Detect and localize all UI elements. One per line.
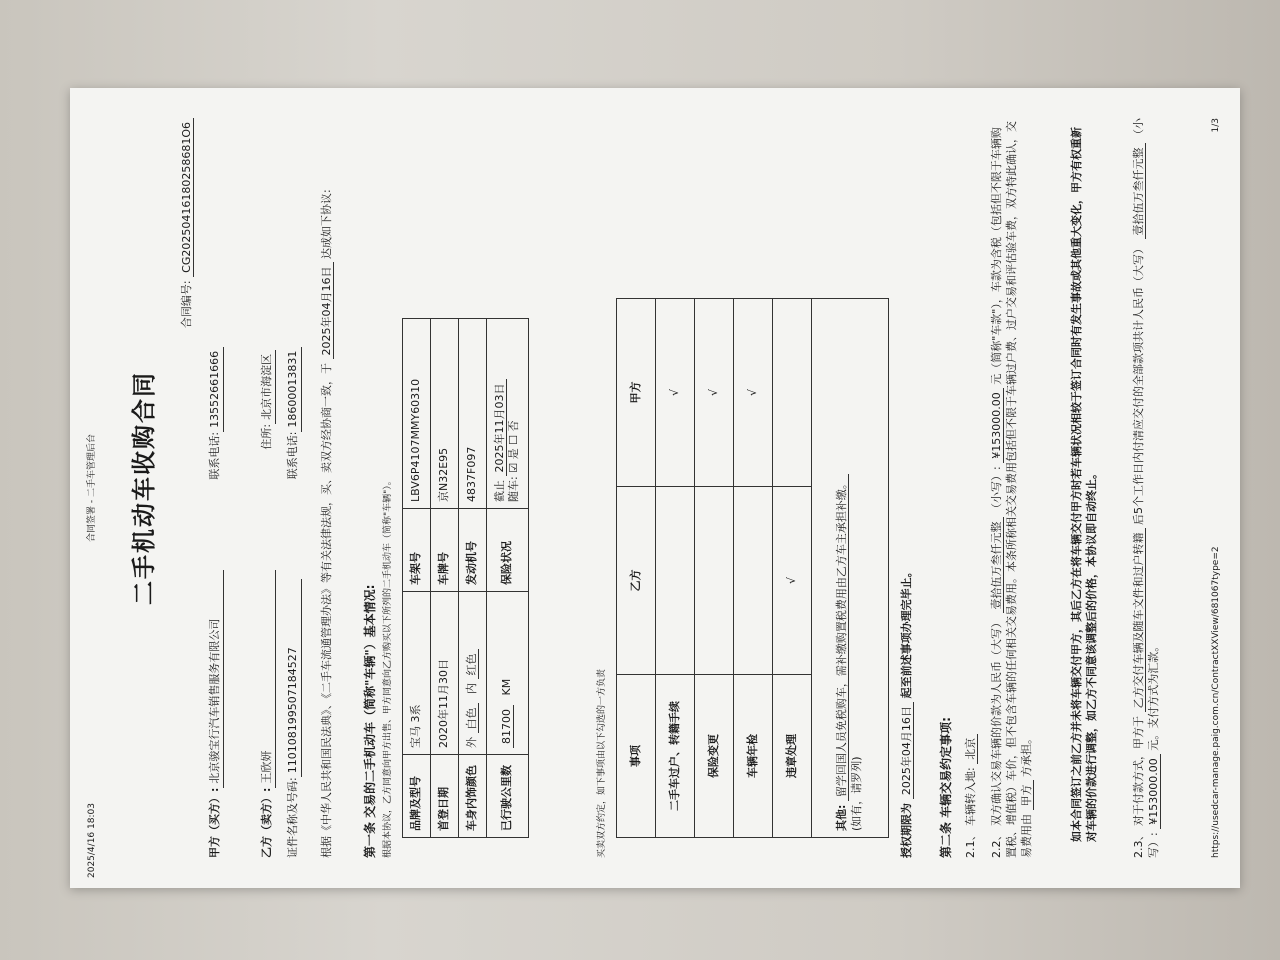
responsibility-table [616,298,889,838]
other-text: 留学回国人员免税购车，需补缴购置税费用由乙方车主承担补缴。 [835,474,849,801]
vin-value: LBV6P4107MMY60310 [403,319,431,509]
party-b-phone-label: 联系电话: [285,431,299,480]
insurance-until-label: 截止 [492,480,506,502]
reg-value: 2020年11月30日 [430,592,458,755]
footer-url: https://usedcar-manage.paig.com.cn/ContractXXView/681067type=2 [1210,546,1221,858]
color-label: 车身内饰颜色 [458,755,486,838]
row-item: 保险变更 [695,675,734,838]
party-a [208,118,224,858]
preamble-text: 根据《中华人民共和国民法典》、《二手车流通管理办法》等有关法律法规，买、卖双方经协商一致，于 [320,363,333,858]
mileage-value [486,592,529,755]
preamble-date: 2025年04月16日 [320,263,334,360]
color-in: 红色 [465,650,479,680]
c22-tail: 元（简称"车款"），车款为含税（包括但不限于车辆购置税、增值税）车价，但不包含车辆的任何相关交易费用。本条所称相关交易费用包括但不限于车辆过户费、过户交易和评估验车费，双方特此确认，交易费用由 [990,121,1033,858]
party-b-id-label: 证件名称及号码: [285,777,299,858]
c23-cond: 乙方交付车辆及随车文件和过户转籍 [1132,529,1146,713]
c21-value: 北京 [964,734,978,764]
insurance-yes: 是 [507,448,521,460]
adjustment-clause: 如本合同签订之前乙方并未将车辆交付甲方，其后乙方在将车辆交付甲方时若车辆状况相较于签订合同时有发生事故或其他重大变化，甲方有权重新对车辆的价款进行调整，如乙方不同意该调整后的价格，本协议即自动终止。 [1070,127,1098,842]
preamble [320,118,335,858]
color-value [458,592,486,755]
insurance-label: 保险状况 [486,509,529,592]
vin-label: 车架号 [403,509,431,592]
clause-2-3 [1132,118,1162,858]
party-b-address: 北京市海淀区 [260,350,276,424]
party-b-phone: 18600013831 [286,347,302,432]
c22-fee-party: 甲方 [1020,781,1034,811]
auth-suffix: 起至前述事项办理完毕止。 [900,566,913,699]
reg-label: 首登日期 [430,755,458,838]
insurance-no: 否 [507,420,521,432]
article-2-title: 第二条 车辆交易约定事项: [939,717,953,858]
row-item: 二手车过户、转籍手续 [656,675,695,838]
c23-text: 对于付款方式，甲方于 [1132,716,1145,826]
contract-number-label: 合同编号: [180,280,193,329]
col-item: 事项 [617,675,656,838]
row-party-a-mark [773,299,812,487]
print-header: 合同签署 - 二手车管理后台 [87,434,97,542]
mileage-label: 已行驶公里数 [486,755,529,838]
col-party-b: 乙方 [617,487,656,675]
contract-title: 二手机动车收购合同 [130,371,158,605]
color-out: 白色 [465,704,479,734]
other-label: 其他: [835,804,849,831]
party-b-address-label: 住所: [260,423,273,450]
party-b-name: 王欣妍 [260,570,276,788]
auth-label: 授权期限为 [900,803,913,858]
vehicle-table [402,318,529,838]
row-party-b-mark [656,487,695,675]
page-number: 1/3 [1210,118,1221,133]
other-cell [812,299,889,838]
c23-small-label: （小写）: [1132,118,1160,858]
brand-label: 品牌及型号 [403,755,431,838]
c23-amount-upper: 壹拾伍万叁仟元整 [1132,144,1146,240]
c23-tail: 元。支付方式为汇款。 [1146,640,1160,751]
authorization [900,566,915,858]
c22-amount-lower: ¥153000.00 [990,388,1004,462]
c21-num: 2.1、 [964,829,977,858]
checkbox-no-empty-icon: ☐ [507,435,521,445]
c23-mid: 后5个工作日内付清应交付的全部款项共计人民币（大写） [1132,243,1145,525]
other-note: (如有，请罗列) [850,756,863,831]
auth-date: 2025年04月16日 [900,702,914,799]
responsibility-intro: 买卖双方约定，如下事项由以下勾选的一方负责 [597,668,607,858]
row-party-b-mark [734,487,773,675]
c22-fee-suffix: 方承担。 [1019,733,1033,777]
c23-amount-lower: ¥153000.00 [1147,754,1161,828]
clause-2-1 [964,118,979,858]
contract-number-value: CG20250416180258681O6 [180,118,194,277]
party-b-label: 乙方（卖方）: [260,787,273,858]
col-party-a: 甲方 [617,299,656,487]
mileage-number: 81700 [500,705,514,748]
engine-label: 发动机号 [458,509,486,592]
insurance-until: 2025年11月03日 [493,380,507,477]
plate-label: 车牌号 [430,509,458,592]
plate-value: 京N32E95 [430,319,458,509]
row-party-b-mark: √ [773,487,812,675]
row-party-b-mark [695,487,734,675]
color-out-label: 外 [464,737,478,748]
contract-number [180,118,195,328]
clause-2-2 [990,118,1035,858]
row-party-a-mark: √ [695,299,734,487]
row-party-a-mark: √ [656,299,695,487]
preamble-suffix: 达成如下协议: [320,189,333,259]
c22-num: 2.2、 [990,829,1003,858]
article-1-intro: 根据本协议，乙方同意向甲方出售、甲方同意向乙方购买以下所列的二手机动车（简称"车辆"）。 [383,476,393,858]
article-1-title: 第一条 交易的二手机动车（简称"车辆"）基本情况: [363,584,377,858]
paper-sheet [70,88,1240,888]
party-a-name: 北京骏宝行汽车销售服务有限公司 [208,570,224,788]
c23-num: 2.3、 [1132,829,1145,858]
c21-text: 车辆转入地: [964,767,977,826]
mileage-unit: KM [499,678,513,696]
c22-text: 双方确认交易车辆的价款为人民币（大写） [990,617,1003,826]
row-item: 车辆年检 [734,675,773,838]
checkbox-yes-checked-icon: ☑ [507,462,521,473]
party-b-id: 110108199507184527 [286,579,302,777]
c22-amount-upper: 壹拾伍万叁仟元整 [990,518,1004,614]
party-a-label: 甲方（买方）: [208,787,221,858]
c22-small-label: （小写）: [990,466,1003,514]
print-datetime: 2025/4/16 18:03 [87,803,97,878]
insurance-value [486,319,529,509]
party-a-phone-label: 联系电话: [208,431,221,480]
party-b [260,118,302,858]
brand-value: 宝马 3系 [403,592,431,755]
party-a-phone: 13552661666 [208,347,224,432]
color-in-label: 内 [464,683,478,694]
row-party-a-mark: √ [734,299,773,487]
insurance-follow-label: 随车: [507,476,521,502]
row-item: 违章处理 [773,675,812,838]
engine-value: 4837F097 [458,319,486,509]
contract-document [80,98,1230,878]
